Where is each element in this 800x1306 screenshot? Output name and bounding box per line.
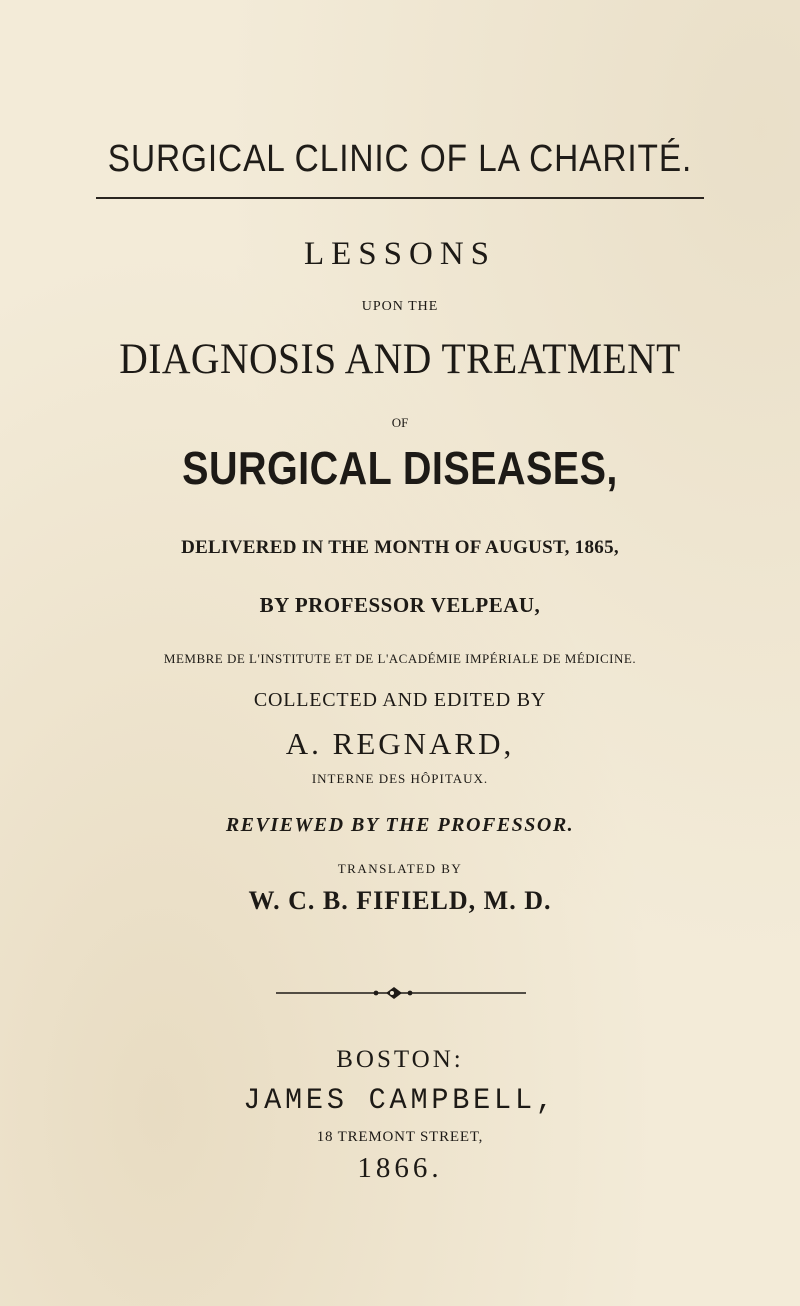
imprint-address: 18 TREMONT STREET, (316, 1129, 484, 1145)
title-rule (96, 197, 704, 199)
of-text: OF (391, 415, 409, 430)
imprint-publisher: JAMES CAMPBELL, (243, 1084, 557, 1118)
editor-name: A. REGNARD, (285, 726, 515, 761)
series-title: SURGICAL CLINIC OF LA CHARITÉ. (107, 138, 693, 180)
reviewed-line: REVIEWED BY THE PROFESSOR. (225, 814, 575, 836)
imprint-year: 1866. (357, 1152, 443, 1184)
imprint-city: BOSTON: (336, 1046, 464, 1073)
ornamental-rule-icon (276, 985, 526, 1001)
translator-name: W. C. B. FIFIELD, M. D. (248, 886, 552, 915)
upon-the-text: UPON THE (361, 299, 439, 314)
collected-line: COLLECTED AND EDITED BY (253, 689, 547, 711)
subject-title: SURGICAL DISEASES, (182, 442, 618, 494)
author-affiliation: MEMBRE DE L'INSTITUTE ET DE L'ACADÉMIE IMPÉRIALE DE MÉDICINE. (163, 651, 637, 666)
delivered-line: DELIVERED IN THE MONTH OF AUGUST, 1865, (181, 537, 619, 558)
main-title: DIAGNOSIS AND TREATMENT (119, 336, 681, 383)
author-line: BY PROFESSOR VELPEAU, (259, 593, 541, 617)
translated-line: TRANSLATED BY (337, 861, 463, 876)
heading-lessons: LESSONS (303, 236, 497, 272)
editor-affiliation: INTERNE DES HÔPITAUX. (311, 771, 489, 786)
